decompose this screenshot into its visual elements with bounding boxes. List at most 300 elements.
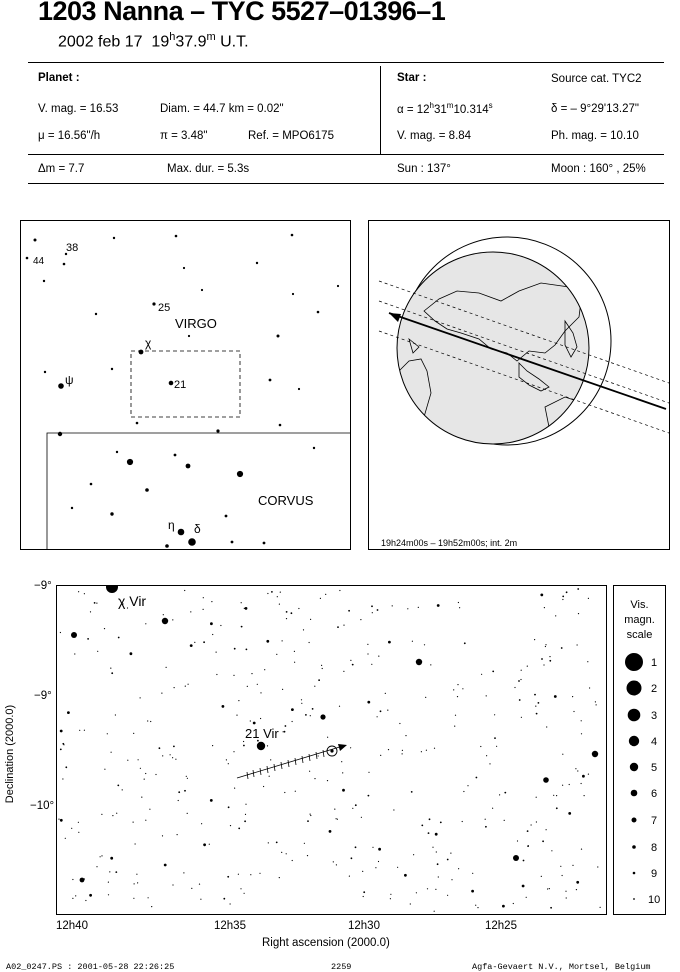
field-star: [519, 699, 521, 701]
field-star: [111, 752, 112, 753]
xtick-12h25: 12h25: [485, 920, 517, 932]
finder-label-eta: η: [168, 518, 175, 532]
field-star: [566, 591, 568, 593]
field-star: [112, 815, 113, 816]
field-star: [115, 714, 116, 715]
field-star: [393, 809, 394, 810]
field-star: [520, 679, 521, 680]
finder-label-psi: ψ: [65, 373, 74, 387]
field-star: [486, 755, 487, 756]
bright-star: [71, 632, 77, 638]
field-star: [467, 785, 468, 786]
header-divider: [380, 66, 381, 154]
field-star: [371, 605, 373, 607]
field-star: [480, 746, 481, 747]
field-star: [260, 718, 261, 719]
field-star: [172, 884, 173, 885]
field-star: [416, 892, 417, 893]
field-star: [459, 607, 460, 608]
field-star: [286, 611, 288, 613]
field-star: [309, 642, 310, 643]
field-star: [301, 703, 302, 704]
field-star: [90, 611, 91, 612]
planet-heading: Planet :: [38, 72, 80, 84]
field-star: [133, 898, 134, 899]
field-star: [581, 783, 582, 784]
field-star: [402, 750, 403, 751]
hours-unit: h: [169, 31, 176, 43]
field-star: [78, 591, 79, 592]
finder-label-25: 25: [158, 302, 171, 314]
field-star: [200, 899, 201, 900]
field-star: [531, 824, 532, 825]
field-star: [367, 644, 368, 645]
field-star: [372, 847, 373, 848]
field-star: [536, 797, 537, 798]
delta-magnitude: Δm = 7.7: [38, 163, 85, 175]
field-star: [145, 820, 146, 821]
field-star: [250, 720, 251, 721]
xtick-12h35: 12h35: [214, 920, 246, 932]
field-star: [504, 820, 505, 821]
field-star: [220, 625, 221, 626]
field-star: [283, 731, 284, 732]
field-star: [421, 825, 423, 827]
field-star: [228, 763, 229, 764]
field-star: [292, 721, 293, 722]
field-star: [284, 731, 286, 733]
bright-star: [543, 777, 549, 783]
event-datetime: [58, 31, 249, 51]
star-source-catalog: Source cat. TYC2: [551, 73, 642, 85]
field-star: [549, 656, 550, 657]
field-star: [109, 871, 110, 872]
field-star: [325, 594, 326, 595]
field-star: [178, 791, 180, 793]
field-star: [140, 697, 141, 698]
field-star: [166, 667, 167, 668]
field-star: [307, 820, 309, 822]
field-star: [485, 819, 486, 820]
field-star: [352, 808, 353, 809]
field-star: [226, 759, 227, 760]
field-star: [562, 599, 563, 600]
field-star: [110, 668, 111, 669]
field-star: [342, 772, 343, 773]
field-star: [222, 705, 225, 708]
field-star: [87, 638, 89, 640]
field-star: [549, 888, 550, 889]
mag-7: 7: [651, 815, 658, 827]
field-star: [336, 818, 337, 819]
field-star: [301, 699, 302, 700]
finder-label-chi: χ: [145, 336, 152, 350]
field-star: [276, 654, 277, 655]
bright-star: [592, 751, 598, 757]
field-star: [178, 800, 179, 801]
field-star: [285, 725, 287, 727]
field-star: [241, 626, 243, 628]
field-star: [245, 804, 246, 805]
field-star: [360, 619, 361, 620]
target-star: [330, 749, 333, 752]
field-star: [582, 775, 585, 778]
field-star: [133, 822, 134, 823]
field-star: [238, 874, 239, 875]
field-star: [560, 866, 561, 867]
field-star: [485, 826, 487, 828]
bright-star: [416, 659, 422, 665]
field-star: [322, 668, 323, 669]
field-star: [535, 706, 536, 707]
field-star: [144, 779, 145, 780]
field-star: [390, 898, 391, 899]
field-star: [343, 625, 344, 626]
field-star: [541, 876, 542, 877]
field-star: [377, 716, 378, 717]
scale-title-line1: Vis.: [630, 599, 649, 611]
field-star: [240, 888, 241, 889]
ra-minutes-unit: m: [446, 101, 454, 110]
max-duration: Max. dur. = 5.3s: [167, 163, 250, 175]
field-star: [116, 813, 117, 814]
field-star: [462, 688, 463, 689]
moon-elongation: Moon : 160° , 25%: [551, 163, 646, 175]
asteroid-direction-arrow: [338, 744, 347, 751]
field-star: [72, 879, 73, 880]
field-star: [352, 664, 354, 666]
field-star: [337, 819, 338, 820]
field-star: [577, 770, 578, 771]
field-star: [437, 863, 439, 865]
field-star: [118, 637, 120, 639]
field-star: [185, 686, 186, 687]
field-star: [546, 726, 547, 727]
field-star: [528, 845, 529, 846]
field-star: [438, 876, 439, 877]
field-star: [305, 714, 307, 716]
field-star: [339, 706, 340, 707]
field-star: [282, 640, 283, 641]
field-star: [454, 726, 455, 727]
field-star: [100, 856, 101, 857]
field-star: [434, 748, 435, 749]
field-star: [238, 828, 240, 830]
field-star: [368, 795, 370, 797]
field-star: [191, 888, 192, 889]
star-vmag: V. mag. = 8.84: [397, 130, 472, 142]
footer-credit: Agfa-Gevaert N.V., Mortsel, Belgium: [472, 962, 651, 972]
star-phmag: Ph. mag. = 10.10: [551, 130, 639, 142]
mag-1: 1: [651, 657, 658, 669]
field-star: [390, 894, 391, 895]
field-star: [544, 607, 545, 608]
globe-svg: [369, 221, 669, 549]
field-star: [227, 876, 229, 878]
field-star: [67, 711, 70, 714]
field-star: [292, 860, 293, 861]
field-star: [246, 649, 248, 651]
field-star: [455, 715, 456, 716]
field-star: [424, 644, 425, 645]
field-star: [187, 813, 188, 814]
field-star: [361, 817, 362, 818]
field-star: [212, 745, 213, 746]
field-star: [514, 687, 515, 688]
field-star: [184, 590, 185, 591]
field-star: [355, 804, 357, 806]
planet-reference: Ref. = MPO6175: [248, 130, 334, 142]
ytick-top: −9°: [34, 580, 52, 592]
field-star: [458, 602, 459, 603]
field-star: [329, 830, 332, 833]
field-star: [60, 819, 63, 822]
field-star: [303, 629, 304, 630]
field-star: [367, 653, 368, 654]
field-star: [486, 695, 487, 696]
field-star: [572, 696, 573, 697]
field-star: [380, 755, 381, 756]
field-star: [472, 873, 473, 874]
field-star: [476, 777, 478, 779]
field-star: [577, 644, 578, 645]
field-star: [78, 832, 79, 833]
field-star: [271, 591, 273, 593]
finder-label-delta: δ: [194, 522, 201, 536]
field-star: [426, 750, 427, 751]
field-star: [521, 717, 522, 718]
field-star: [436, 851, 437, 852]
footer-file: A02_0247.PS : 2001-05-28 22:26:25: [6, 962, 175, 972]
field-star: [294, 662, 295, 663]
field-star: [429, 818, 431, 820]
field-star: [388, 749, 389, 750]
field-star: [96, 603, 97, 604]
field-star: [295, 791, 296, 792]
field-star: [481, 674, 482, 675]
xtick-12h40: 12h40: [56, 920, 88, 932]
star-declination: δ = – 9°29'13.27": [551, 103, 639, 115]
field-star: [404, 874, 407, 877]
field-star: [172, 757, 173, 758]
field-star: [79, 730, 80, 731]
field-star: [581, 720, 582, 721]
field-star: [276, 842, 278, 844]
field-star: [489, 763, 490, 764]
field-star: [336, 864, 337, 865]
field-star: [372, 612, 373, 613]
field-star: [526, 897, 527, 898]
field-star: [172, 619, 173, 620]
field-star: [492, 671, 494, 673]
field-star: [568, 812, 571, 815]
field-star: [174, 687, 175, 688]
finder-chart-svg: [21, 221, 350, 549]
field-star: [327, 737, 328, 738]
field-star: [363, 896, 364, 897]
field-star: [312, 708, 314, 710]
field-star: [286, 853, 287, 854]
field-star: [367, 701, 370, 704]
field-star: [547, 888, 548, 889]
field-star: [71, 828, 72, 829]
field-star: [161, 693, 162, 694]
field-star: [496, 746, 497, 747]
field-star: [298, 608, 299, 609]
field-star: [241, 602, 242, 603]
field-star: [74, 653, 75, 654]
field-star: [363, 891, 365, 893]
xtick-12h30: 12h30: [348, 920, 380, 932]
field-star: [294, 651, 295, 652]
field-star: [556, 807, 558, 809]
field-star: [542, 840, 544, 842]
field-star: [457, 696, 458, 697]
field-star: [245, 607, 248, 610]
field-star: [584, 795, 585, 796]
field-star: [553, 795, 554, 796]
field-star: [318, 679, 320, 681]
field-star: [65, 766, 67, 768]
field-star: [223, 898, 225, 900]
field-star: [259, 873, 260, 874]
field-star: [309, 771, 310, 772]
field-star: [60, 730, 63, 733]
field-star: [541, 658, 543, 660]
field-star: [60, 632, 61, 633]
field-star: [115, 871, 117, 873]
field-star: [101, 855, 102, 856]
field-star: [499, 794, 500, 795]
field-star: [277, 596, 278, 597]
field-star: [243, 745, 245, 747]
field-star: [536, 713, 538, 715]
field-star: [216, 652, 217, 653]
field-star: [150, 721, 151, 722]
globe-panel: [368, 220, 670, 550]
field-star: [550, 907, 552, 909]
field-star: [310, 815, 311, 816]
globe-caption: 19h24m00s – 19h52m00s; int. 2m: [381, 538, 518, 548]
field-star: [502, 905, 505, 908]
mag-8: 8: [651, 842, 658, 854]
field-star: [136, 874, 137, 875]
field-star: [375, 867, 376, 868]
field-star: [203, 597, 204, 598]
field-star: [577, 588, 579, 590]
field-star: [210, 799, 213, 802]
field-star: [337, 626, 339, 628]
field-star: [549, 660, 551, 662]
field-star: [184, 790, 186, 792]
field-star: [362, 871, 363, 872]
field-star: [190, 644, 193, 647]
field-star: [412, 641, 413, 642]
field-star: [385, 693, 386, 694]
declination-axis-label: [2, 686, 16, 826]
field-star: [209, 844, 210, 845]
field-star: [162, 755, 163, 756]
field-star: [210, 622, 213, 625]
mag-9: 9: [651, 868, 658, 880]
field-star: [260, 692, 261, 693]
field-star: [203, 843, 206, 846]
field-star: [230, 825, 231, 826]
field-star: [523, 860, 525, 862]
field-star: [581, 849, 582, 850]
star-chi-vir: [106, 586, 118, 593]
magnitude-scale-panel: [613, 585, 666, 915]
field-star: [151, 906, 152, 907]
field-star: [447, 895, 448, 896]
field-star: [339, 590, 340, 591]
field-star: [72, 898, 73, 899]
bright-star: [513, 855, 519, 861]
globe-day-side: [397, 252, 589, 444]
field-star: [236, 715, 237, 716]
field-star: [199, 884, 200, 885]
field-star: [600, 907, 601, 908]
field-star: [350, 660, 351, 661]
ra-seconds: 10.314: [453, 103, 489, 116]
magnitude-dots: [625, 653, 643, 900]
field-star: [430, 664, 431, 665]
field-star: [251, 673, 252, 674]
planet-diameter: Diam. = 44.7 km = 0.02": [160, 103, 284, 115]
field-star: [266, 640, 269, 643]
field-star: [177, 834, 178, 835]
finder-chart-panel: [20, 220, 351, 550]
field-star: [108, 894, 109, 895]
field-star: [587, 661, 588, 662]
field-star: [108, 882, 109, 883]
header-rule-top: [28, 62, 664, 63]
field-star: [349, 876, 350, 877]
field-star: [141, 797, 142, 798]
field-star: [122, 789, 123, 790]
field-star: [411, 791, 413, 793]
declination-axis-text: Declination (2000.0): [4, 704, 16, 804]
field-star: [402, 753, 403, 754]
field-star: [164, 864, 167, 867]
field-star: [494, 737, 496, 739]
field-star: [149, 809, 150, 810]
field-star: [522, 885, 525, 888]
field-star: [546, 829, 547, 830]
field-star: [140, 768, 141, 769]
field-star: [111, 672, 113, 674]
field-star: [170, 754, 171, 755]
field-star: [475, 905, 476, 906]
planet-motion: μ = 16.56"/h: [38, 130, 101, 142]
field-star: [355, 846, 357, 848]
field-star: [341, 761, 342, 762]
field-star: [392, 605, 393, 606]
field-star: [267, 593, 268, 594]
field-star: [233, 675, 234, 676]
mag-2: 2: [651, 683, 658, 695]
field-star: [135, 843, 136, 844]
label-chi-vir: χ Vir: [118, 593, 147, 609]
event-time-minutes: 37.9: [175, 33, 207, 51]
mag-4: 4: [651, 736, 658, 748]
field-star: [310, 814, 311, 815]
main-chart-panel: [56, 585, 607, 915]
field-star: [513, 903, 514, 904]
field-star: [450, 853, 451, 854]
field-star: [270, 759, 271, 760]
field-star: [421, 751, 422, 752]
